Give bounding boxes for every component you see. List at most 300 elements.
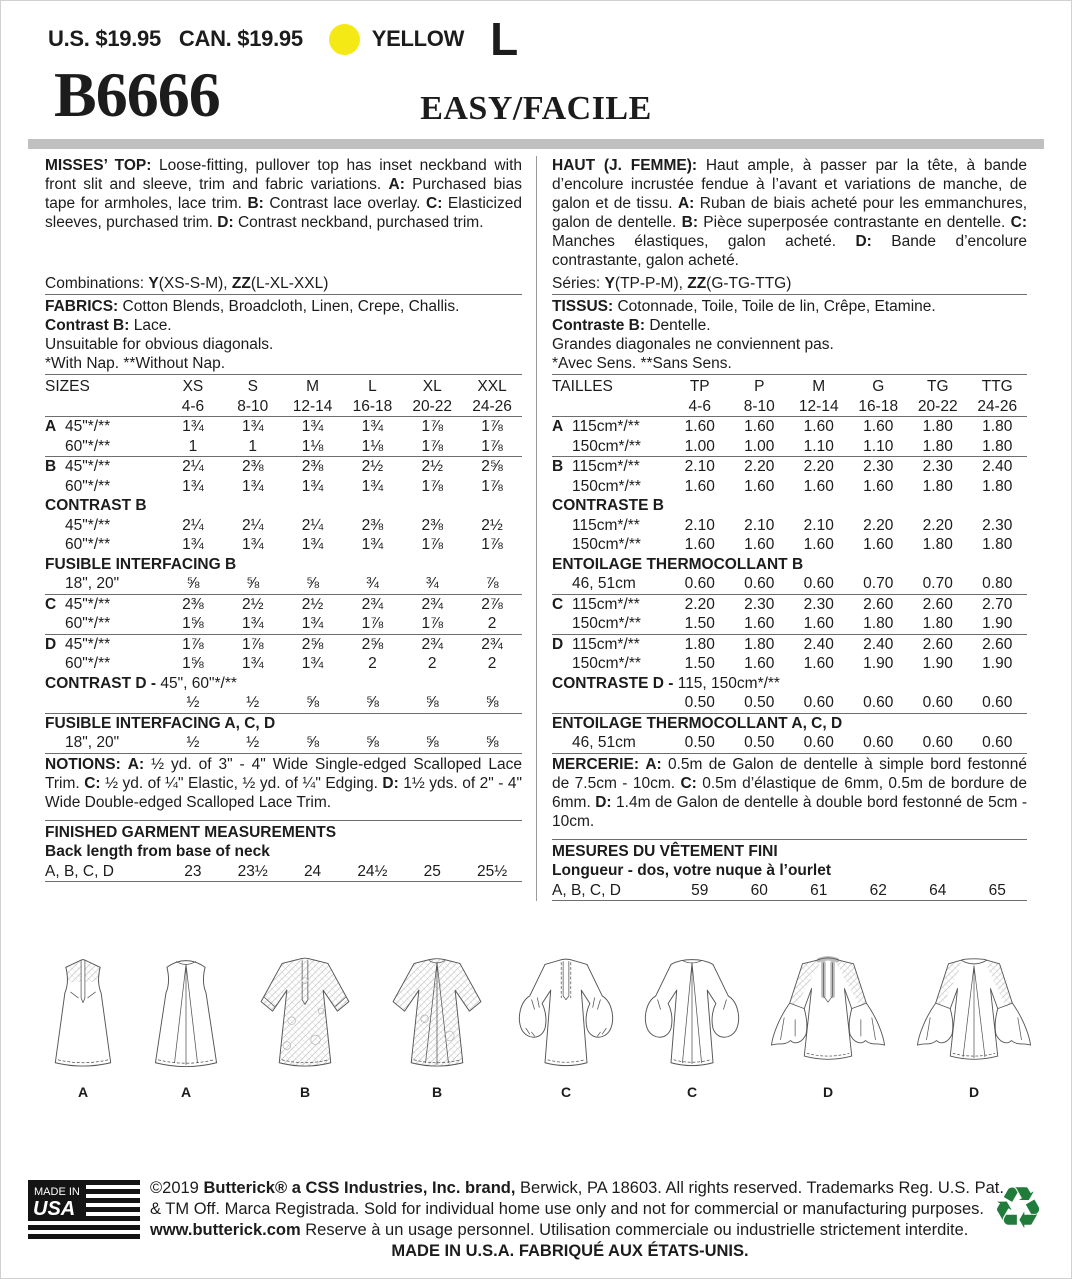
table-cell: 4-6 [181,397,205,415]
table-cell: 60 [750,881,768,899]
table-cell: 1¾ [241,418,264,435]
table-cell: 2.20 [684,595,715,613]
table-cell: 25 [423,862,441,880]
table-data-row [45,535,522,555]
table-cell: ⅝ [485,734,499,751]
garment-a-back-drawing [140,952,232,1078]
table-cell: 2.60 [922,595,953,613]
table-cell: 0.60 [922,734,953,751]
table-cell: CONTRASTE B [552,497,664,514]
table-header-range-row [552,397,1027,418]
table-cell: 1⅞ [361,615,384,632]
table-cell: FUSIBLE INTERFACING B [45,555,237,573]
table-cell: 1¾ [361,418,384,435]
table-cell: 1.60 [803,418,834,435]
table-cell: A [552,418,564,435]
table-cell: A, B, C, D [552,881,621,899]
table-cell: 1.60 [803,536,834,553]
garment-c-back-drawing [636,952,748,1078]
table-cell: 2.30 [803,595,834,613]
table-cell: 2⅝ [361,635,384,653]
table-cell: 1⅛ [301,437,324,455]
garment-b-front-drawing [246,952,364,1078]
table-cell: 115cm*/** [572,458,640,475]
table-cell: 60"*/** [65,655,111,672]
table-data-row [552,516,1027,536]
table-cell: 2⅝ [481,458,503,475]
combinations-line: Combinations: Y(XS-S-M), ZZ(L-XL-XXL) [45,274,522,295]
table-cell: ⅝ [365,734,379,751]
table-cell: 1¾ [241,655,264,672]
table-section-row [45,496,522,516]
table-data-row [552,477,1027,497]
table-cell: 1.60 [803,615,834,632]
table-cell: CONTRASTE D - 115, 150cm*/** [552,674,780,692]
table-cell: 0.50 [684,734,715,751]
copyright-line-2: & TM Off. Marca Registrada. Sold for individual home use only and not for commercial or manufacturing purposes. [150,1200,984,1218]
view-d-front [762,952,894,1100]
table-cell: 150cm*/** [572,655,641,672]
view-label: B [431,1084,443,1100]
yardage-table-french [552,377,1027,754]
table-cell: ENTOILAGE THERMOCOLLANT A, C, D [552,714,843,732]
price-can: CAN. $19.95 [178,26,303,51]
table-cell: 0.60 [922,694,953,711]
table-cell: 1 [188,437,198,455]
table-cell: 45"*/** [65,516,111,534]
table-cell: 1.60 [803,477,834,495]
table-data-row [552,733,1027,754]
table-data-row [552,614,1027,635]
table-cell: D [45,635,57,653]
table-data-row [45,477,522,497]
table-cell: 0.60 [684,575,715,592]
table-cell: 1⅞ [481,536,503,553]
table-cell: 60"*/** [65,536,111,553]
view-label: C [560,1084,572,1100]
table-section-row [552,496,1027,516]
table-cell: 1.80 [922,437,953,455]
table-cell: 1.60 [744,655,775,672]
table-cell: 2½ [241,595,264,613]
table-cell: 1¾ [241,477,264,495]
contrast-line: Contrast B: Lace. [45,317,172,334]
table-cell: FUSIBLE INTERFACING A, C, D [45,714,276,732]
table-cell: 1.60 [744,536,775,553]
table-cell: 0.70 [922,575,953,592]
table-cell: 2.70 [982,595,1013,613]
table-cell: 2¾ [421,595,444,613]
table-cell: 20-22 [412,397,453,415]
sens-note-1: Grandes diagonales ne conviennent pas. [552,336,834,353]
table-cell: A, B, C, D [45,862,114,880]
table-cell: 2 [427,655,437,672]
table-data-row [552,417,1027,437]
table-cell: 0.60 [982,734,1013,751]
table-cell: 1.60 [863,477,894,495]
table-data-row [552,693,1027,714]
table-cell: 2¼ [182,516,204,534]
table-data-row [45,457,522,477]
table-cell: TAILLES [552,378,613,395]
table-cell: 2⅜ [301,458,324,475]
table-cell: 1.80 [744,635,775,653]
table-cell: 1.00 [684,437,715,455]
table-cell: 1¾ [301,655,324,672]
description-english: MISSES’ TOP: Loose-fitting, pullover top has inset neckband with front slit and sleeve, trim and fabric variations. A: Purchased bias tape for armholes, lace trim. B: Contrast lace overlay. C: Elasticized sleeves, purchased trim. D: Contrast neckband, purchased trim. [45,157,522,231]
table-cell: 1.90 [863,655,894,672]
table-cell: 2.20 [922,516,953,534]
mercerie-paragraph: MERCERIE: A: 0.5m de Galon de dentelle à simple bord festonné de 7.5cm - 10cm. C: 0.5m d’élastique de 6mm, 0.5m de bordure de 6mm. D: 1.4m de Galon de dentelle à double bord festonné de 5cm - 10cm. [552,755,1027,830]
table-cell: 23½ [237,862,268,880]
view-b-front [246,952,364,1100]
table-header-range-row [45,397,522,418]
table-cell: 45"*/** [65,635,111,653]
view-label: A [77,1084,89,1100]
table-cell: 0.50 [744,734,775,751]
table-cell: 2.20 [803,458,834,475]
table-cell: 2½ [421,458,444,475]
table-cell: 2½ [481,516,503,534]
table-cell: 115cm*/** [572,635,640,653]
view-label: C [686,1084,698,1100]
table-data-row [45,595,522,615]
table-cell: 1.10 [803,437,834,455]
garment-d-back-drawing [908,952,1040,1078]
table-cell: 23 [184,862,202,880]
table-cell: 1.80 [922,536,953,553]
table-cell: 115cm*/** [572,516,640,534]
table-cell: 1¾ [301,615,324,632]
table-cell: 12-14 [292,397,333,415]
logo-usa-text: USA [33,1198,76,1220]
sens-note-2: *Avec Sens. **Sans Sens. [552,354,1027,375]
table-cell: 0.60 [863,734,894,751]
table-cell: 2.60 [863,595,894,613]
table-cell: 1¾ [301,418,324,435]
view-a-back [140,952,232,1100]
table-cell: 1¾ [241,536,264,553]
table-cell: 1.60 [744,477,775,495]
table-cell: 1⅞ [421,536,444,553]
table-cell: 1.80 [982,477,1013,495]
copyright-block [150,1178,1004,1262]
table-cell: ¾ [365,575,379,592]
table-cell: 0.60 [744,575,775,592]
table-cell: 115cm*/** [572,595,640,613]
table-data-row [552,437,1027,458]
table-cell: 1⅞ [421,477,444,495]
table-cell: 1.60 [744,418,775,435]
french-column [536,156,1027,901]
table-cell: 8-10 [743,397,775,415]
table-cell: 0.60 [863,694,894,711]
table-cell: 4-6 [688,397,711,415]
table-cell: 2.40 [803,635,834,653]
garment-d-front-drawing [762,952,894,1078]
view-c-front [510,952,622,1100]
table-cell: 1.60 [684,418,715,435]
table-cell: G [872,378,885,395]
table-cell: 24-26 [977,397,1018,415]
table-cell: 24½ [357,862,388,880]
table-cell: ½ [246,734,260,751]
table-cell: XL [422,378,442,395]
table-data-row [45,635,522,655]
table-cell: 1.60 [744,615,775,632]
finished-values [552,881,1027,902]
table-cell: 1⅞ [421,437,444,455]
table-cell: 1.60 [863,418,894,435]
table-cell: ½ [186,734,200,751]
made-in-usa-flag-logo [28,1178,140,1242]
table-cell: C [45,595,57,613]
table-cell: ⅝ [485,694,499,711]
table-cell: 150cm*/** [572,615,641,632]
garment-a-front-drawing [40,952,126,1078]
table-cell: ENTOILAGE THERMOCOLLANT B [552,555,804,573]
description-french: HAUT (J. FEMME): Haut ample, à passer par la tête, à bande d’encolure incrustée fendue à l’avant et variations de manche, de galon et de tissu. A: Ruban de biais acheté pour les emmanchures, galon de dentelle. B: Pièce superposée contrastante en dentelle. C: Manches élastiques, galon acheté. D: Bande d’encolure contrastante, galon acheté. [552,157,1028,269]
table-cell: ⅝ [306,694,320,711]
table-data-row [552,635,1027,655]
size-letter: L [490,13,518,65]
text-columns [45,156,1027,901]
contraste-line: Contraste B: Dentelle. [552,317,711,334]
table-cell: 0.80 [982,575,1013,592]
table-cell: 2.20 [863,516,894,534]
finished-values-row [45,862,522,883]
copyright-line-1: ©2019 Butterick® a CSS Industries, Inc. brand, Berwick, PA 18603. All rights reserved. Trademarks Reg. U.S. Pat. [150,1179,1004,1197]
table-cell: 0.60 [803,694,834,711]
table-cell: 1¾ [361,477,384,495]
table-cell: 60"*/** [65,615,111,632]
table-cell: XXL [477,378,507,395]
garment-c-front-drawing [510,952,622,1078]
table-cell: 1.60 [803,655,834,672]
mesures-values-row [552,881,1027,902]
table-cell: 150cm*/** [572,437,641,455]
table-cell: 1.90 [982,615,1013,632]
table-cell: TP [689,378,710,395]
table-data-row [45,516,522,536]
view-c-back [636,952,748,1100]
garment-illustrations [40,952,1040,1100]
table-data-row [552,457,1027,477]
table-cell: 1.80 [922,477,953,495]
table-cell: 2.40 [982,458,1013,475]
table-cell: L [368,378,377,395]
table-cell: 2¼ [241,516,264,534]
table-cell: SIZES [45,378,90,395]
table-cell: 1⅞ [481,477,503,495]
nap-note-2: *With Nap. **Without Nap. [45,354,522,375]
table-cell: 16-18 [352,397,393,415]
view-label: D [822,1084,834,1100]
table-cell: C [552,595,564,613]
table-cell: 65 [988,881,1006,899]
table-cell: 1.90 [922,655,953,672]
table-cell: 1¾ [241,615,264,632]
table-cell: 1⅞ [241,635,264,653]
table-data-row [45,574,522,595]
price-us: U.S. $19.95 [48,26,161,51]
garment-b-back-drawing [378,952,496,1078]
difficulty-label: EASY/FACILE [420,90,652,127]
finished-subtitle: Back length from base of neck [45,843,270,860]
table-cell: 1⅞ [421,615,444,632]
table-cell: 0.60 [982,694,1013,711]
table-section-row [552,714,1027,734]
table-cell: 2¼ [182,458,204,475]
table-cell: 0.70 [863,575,894,592]
table-data-row [552,574,1027,595]
table-data-row [552,535,1027,555]
table-cell: M [812,378,826,395]
pattern-number: B6666 [54,59,220,130]
table-data-row [45,654,522,674]
table-cell: 2 [487,655,497,672]
table-cell: 64 [929,881,947,899]
table-cell: 1.80 [922,615,953,632]
view-d-back [908,952,1040,1100]
table-cell: 2.30 [922,458,953,475]
table-cell: 2¾ [421,635,444,653]
table-cell: A [45,418,57,435]
table-cell: 2 [368,655,377,672]
table-cell: 25½ [476,862,508,880]
table-cell: 12-14 [798,397,839,415]
mesures-subtitle: Longueur - dos, votre nuque à l’ourlet [552,862,832,879]
table-cell: 1.60 [863,536,894,553]
table-cell: B [552,458,564,475]
table-cell: 45"*/** [65,458,111,475]
table-cell: 1⅞ [481,418,503,435]
table-cell: 2.30 [744,595,775,613]
table-cell: 18", 20" [65,575,120,592]
table-cell: 2.10 [684,516,715,534]
table-cell: 1¾ [361,536,384,553]
table-cell: 2.60 [982,635,1013,653]
table-cell: 16-18 [858,397,899,415]
table-cell: 2⅝ [301,635,324,653]
table-cell: 8-10 [237,397,269,415]
table-cell: 1¾ [182,536,204,553]
table-cell: 2.40 [863,635,894,653]
table-cell: 20-22 [917,397,958,415]
table-cell: 0.60 [803,575,834,592]
table-cell: 150cm*/** [572,536,641,553]
table-header-row [45,377,522,397]
table-cell: 1.00 [744,437,775,455]
table-cell: 1.60 [684,477,715,495]
table-cell: 1⅞ [481,437,503,455]
table-cell: TG [926,378,949,395]
table-cell: 59 [691,881,709,899]
logo-made-in-text: MADE IN [34,1186,80,1198]
table-cell: 1¾ [182,418,204,435]
table-cell: ⅝ [306,575,320,592]
table-cell: ⅝ [425,734,439,751]
table-cell: 2⅞ [481,595,503,613]
finished-measurements-english [45,820,522,883]
table-cell: ⅞ [485,575,499,592]
table-data-row [552,595,1027,615]
table-cell: 0.50 [684,694,715,711]
table-cell: 0.60 [803,734,834,751]
series-line: Séries: Y(TP-P-M), ZZ(G-TG-TTG) [552,274,1027,295]
yardage-table-english [45,377,522,754]
table-cell: 1.80 [982,536,1013,553]
table-cell: 45"*/** [65,418,111,435]
table-cell: XS [182,378,204,395]
table-cell: 2.30 [982,516,1013,534]
table-cell: M [306,378,320,395]
table-data-row [45,417,522,437]
table-cell: ¾ [425,575,439,592]
color-dot [329,24,360,55]
recycle-icon: ♻ [992,1176,1044,1241]
table-cell: ⅝ [186,575,200,592]
table-cell: CONTRAST B [45,497,147,514]
table-cell: 2⅜ [361,516,384,534]
table-cell: 45"*/** [65,595,111,613]
table-cell: 1⅝ [182,615,204,632]
table-data-row [45,733,522,754]
table-section-row [45,714,522,734]
table-cell: 1⅛ [361,437,384,455]
table-cell: 18", 20" [65,734,120,751]
table-cell: 1.80 [982,418,1013,435]
view-label: D [968,1084,980,1100]
table-cell: 1.50 [684,655,715,672]
table-cell: 1 [248,437,258,455]
fabrics-line: FABRICS: Cotton Blends, Broadcloth, Linen, Crepe, Challis. [45,298,460,315]
view-b-back [378,952,496,1100]
table-data-row [45,693,522,714]
table-cell: ½ [246,694,260,711]
table-cell: ½ [186,694,200,711]
table-cell: ⅝ [246,575,260,592]
table-cell: 2.60 [922,635,953,653]
table-cell: 2¼ [301,516,324,534]
table-cell: 2⅜ [241,458,264,475]
table-cell: 2½ [361,458,384,475]
view-label: B [299,1084,311,1100]
table-cell: 60"*/** [65,477,111,495]
table-cell: B [45,458,57,475]
table-cell: 2⅜ [182,595,204,613]
table-cell: 1.60 [684,536,715,553]
finished-measurements-french [552,839,1027,902]
table-cell: 1⅝ [182,655,204,672]
table-header-row [552,377,1027,397]
table-cell: 60"*/** [65,437,111,455]
table-cell: D [552,635,564,653]
table-cell: 24 [303,862,322,880]
tissus-line: TISSUS: Cotonnade, Toile, Toile de lin, Crêpe, Etamine. [552,298,936,315]
table-section-row [45,555,522,575]
table-cell: 1⅞ [421,418,444,435]
finished-values [45,862,522,883]
table-cell: 46, 51cm [572,575,636,592]
table-cell: 2¾ [481,635,503,653]
table-cell: 1.80 [922,418,953,435]
table-cell: 2.10 [803,516,834,534]
table-cell: 2.10 [684,458,715,475]
table-cell: 2¾ [361,595,384,613]
table-cell: 2.30 [863,458,894,475]
table-cell: 1⅞ [182,635,204,653]
